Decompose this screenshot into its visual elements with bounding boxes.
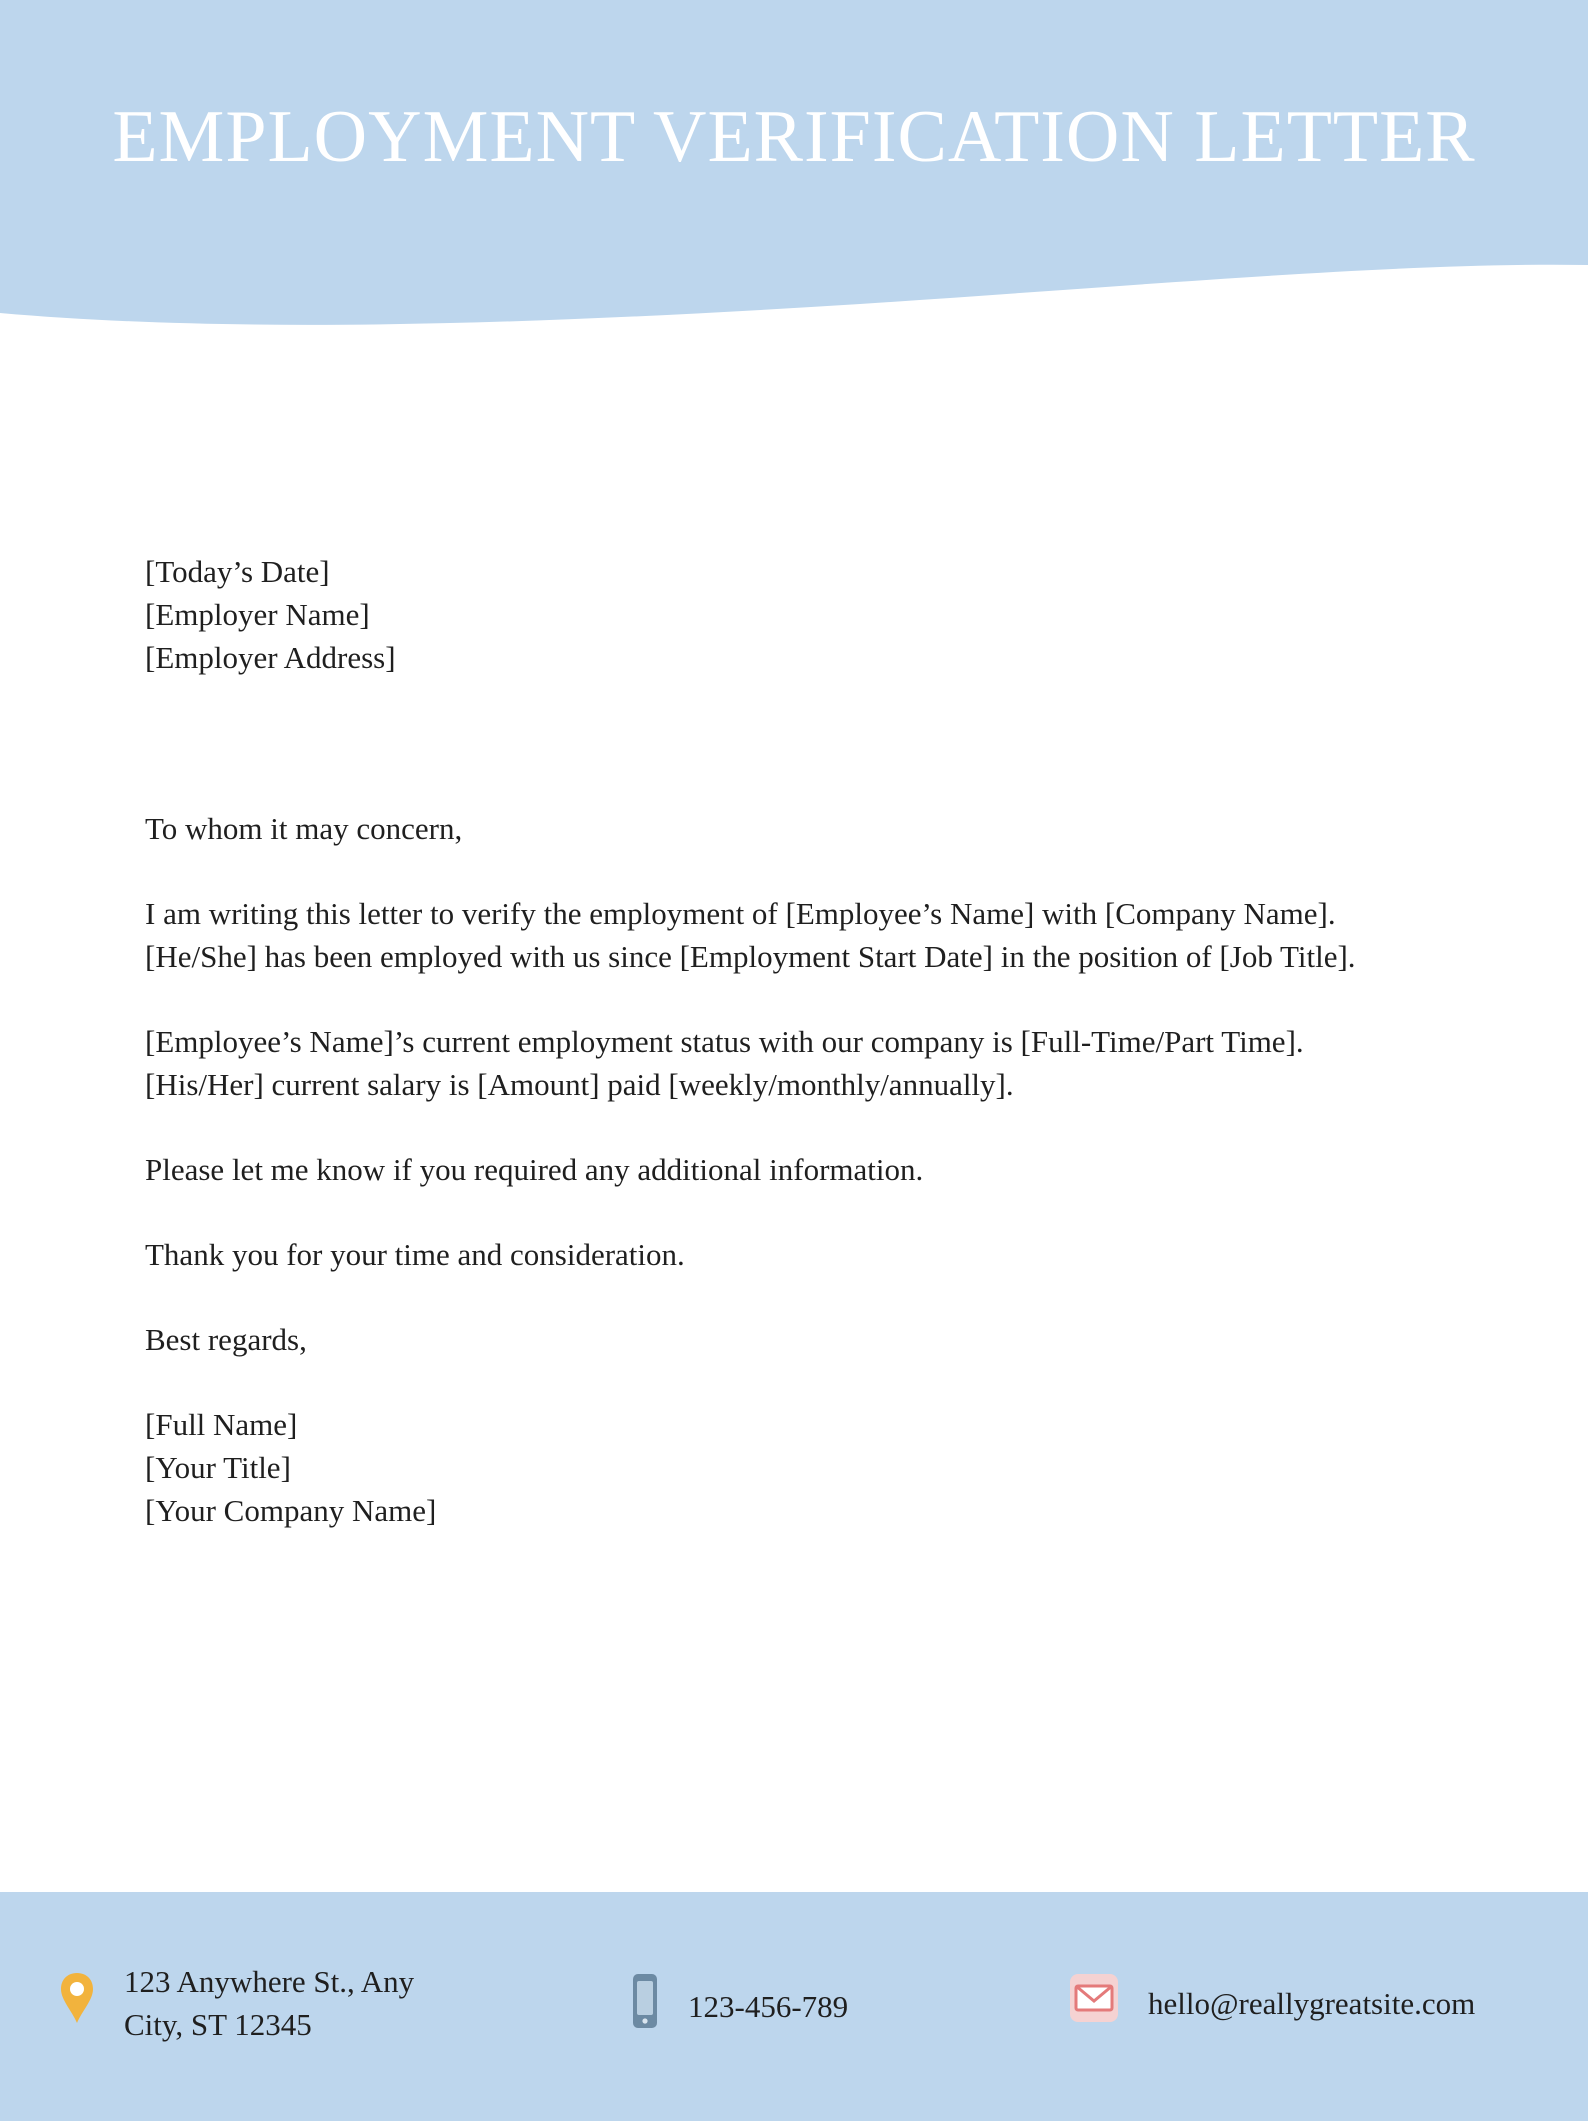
contact-footer (0, 1892, 1588, 2121)
paragraph-status-salary (145, 1020, 1445, 1106)
address-line-1: 123 Anywhere St., Any (124, 1964, 415, 1999)
address-text (124, 1960, 414, 2046)
phone-contact (630, 1972, 848, 2041)
signature-company: [Your Company Name] (145, 1493, 437, 1528)
salutation: To whom it may concern, (145, 811, 463, 846)
paragraph-line: I am writing this letter to verify the employment of [Employee’s Name] with [Company Name]. (145, 896, 1336, 931)
signature-block (145, 1403, 1445, 1532)
phone-text: 123-456-789 (688, 1989, 849, 2024)
paragraph-thanks: Thank you for your time and consideration. (145, 1237, 685, 1272)
phone-icon (630, 1972, 660, 2041)
closing-line: Best regards, (145, 1322, 307, 1357)
email-text: hello@reallygreatsite.com (1148, 1986, 1476, 2021)
signature-name: [Full Name] (145, 1407, 298, 1442)
location-pin-icon (58, 1969, 96, 2038)
paragraph-employment (145, 892, 1445, 978)
letter-body (145, 550, 1445, 1532)
paragraph-line: [His/Her] current salary is [Amount] paid [weekly/monthly/annually]. (145, 1067, 1014, 1102)
recipient-block (145, 550, 1445, 679)
signature-title: [Your Title] (145, 1450, 291, 1485)
paragraph-line: [He/She] has been employed with us since [Employment Start Date] in the position of [Job Title]. (145, 939, 1356, 974)
address-contact (58, 1960, 414, 2046)
mail-icon (1068, 1972, 1120, 2035)
address-line-2: City, ST 12345 (124, 2007, 312, 2042)
employer-name-line: [Employer Name] (145, 597, 370, 632)
employer-address-line: [Employer Address] (145, 640, 396, 675)
document-title: EMPLOYMENT VERIFICATION LETTER (112, 96, 1476, 178)
paragraph-additional-info: Please let me know if you required any additional information. (145, 1152, 924, 1187)
paragraph-line: [Employee’s Name]’s current employment status with our company is [Full-Time/Part Time]. (145, 1024, 1304, 1059)
date-line: [Today’s Date] (145, 554, 330, 589)
email-contact (1068, 1972, 1475, 2035)
